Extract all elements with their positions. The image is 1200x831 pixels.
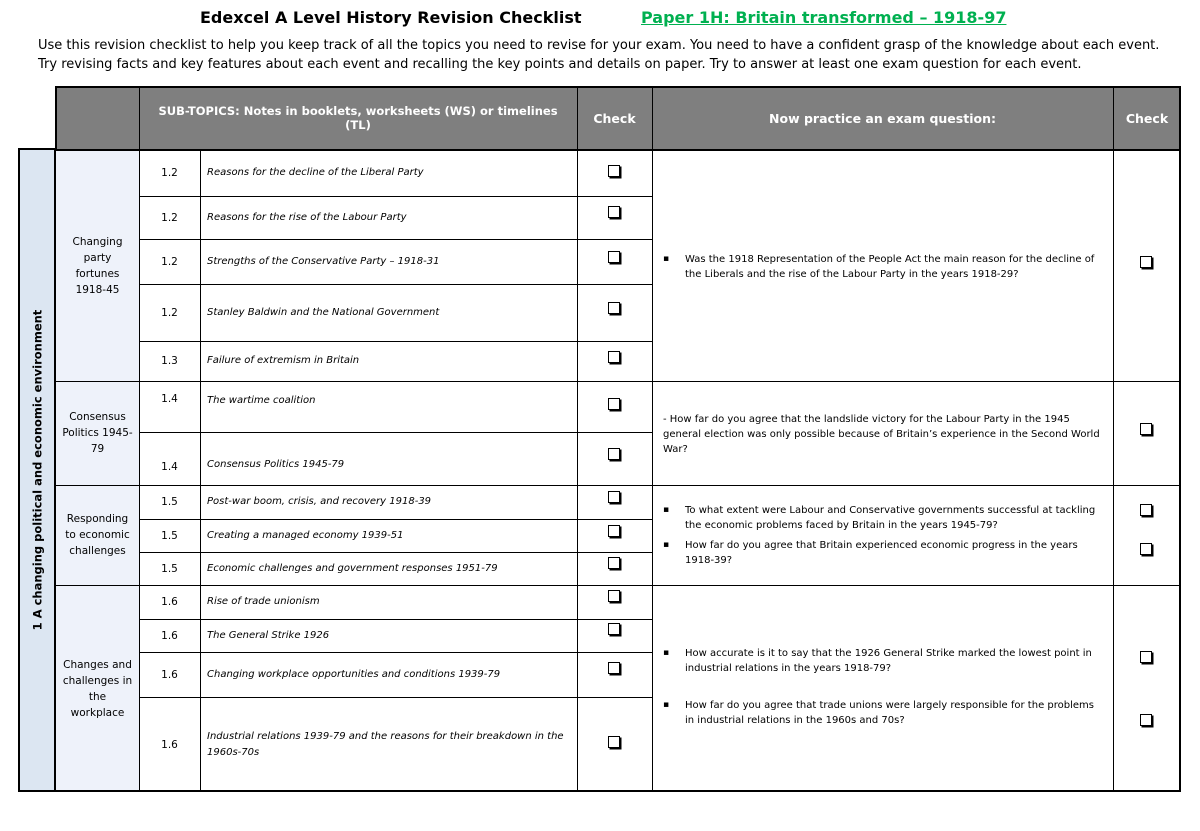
row-number: 1.4 <box>161 461 178 473</box>
revision-table <box>18 86 1181 792</box>
row-line <box>139 196 652 197</box>
question-text: To what extent were Labour and Conservative governments successful at tackling the economic problems faced by Britain in the years 1945-79? <box>685 505 1096 531</box>
row-topic: Economic challenges and government responses 1951-79 <box>207 562 498 574</box>
row-number: 1.3 <box>161 355 178 367</box>
row-line <box>139 519 652 520</box>
row-number: 1.6 <box>161 668 178 681</box>
intro-line-2: Try revising facts and key features about each event and recalling the key points and details on paper. Try to answer at least one exam question for each event. <box>38 57 1082 72</box>
row-number: 1.6 <box>161 629 178 642</box>
row-line <box>139 239 652 240</box>
exam-question <box>663 412 1103 457</box>
header-exam-question: Now practice an exam question: <box>652 86 1113 150</box>
exam-checkbox[interactable] <box>1140 714 1152 726</box>
topic-checkbox[interactable] <box>608 251 620 263</box>
section-label-text: 1 A changing political and economic environment <box>30 309 44 631</box>
row-number: 1.4 <box>161 393 178 405</box>
row-topic: Reasons for the rise of the Labour Party <box>207 211 407 223</box>
topic-checkbox[interactable] <box>608 206 620 218</box>
topic-checkbox[interactable] <box>608 590 620 602</box>
row-number: 1.5 <box>161 496 178 508</box>
row-line <box>139 652 652 653</box>
intro-text <box>38 36 1178 74</box>
group-workplace: Changes and challenges in the workplace <box>56 585 139 792</box>
row-line <box>139 341 652 342</box>
header-subtopics: SUB-TOPICS: Notes in booklets, worksheets (WS) or timelines (TL) <box>139 86 577 150</box>
row-line <box>139 432 652 433</box>
intro-line-1: Use this revision checklist to help you keep track of all the topics you need to revise for your exam. You need to have a confident grasp of the knowledge about each event. <box>38 38 1160 53</box>
row-number: 1.2 <box>161 306 178 319</box>
column-line <box>139 86 140 792</box>
exam-question <box>663 698 1103 728</box>
row-number: 1.2 <box>161 167 178 179</box>
bullet-icon: ▪ <box>663 540 670 550</box>
row-topic: The wartime coalition <box>207 395 316 406</box>
title-line <box>0 8 1200 32</box>
topic-checkbox[interactable] <box>608 165 620 177</box>
header-check: Check <box>577 86 652 150</box>
question-text: How accurate is it to say that the 1926 General Strike marked the lowest point in industrial relations in the years 1918-79? <box>685 648 1092 674</box>
topic-checkbox[interactable] <box>608 525 620 537</box>
topic-checkbox[interactable] <box>608 662 620 674</box>
exam-checkbox[interactable] <box>1140 651 1152 663</box>
question-text: How far do you agree that trade unions were largely responsible for the problems in industrial relations in the 1960s and 70s? <box>685 700 1094 726</box>
topic-checkbox[interactable] <box>608 557 620 569</box>
exam-checkbox[interactable] <box>1140 256 1152 268</box>
header-check-2: Check <box>1113 86 1181 150</box>
row-topic: Stanley Baldwin and the National Government <box>207 306 440 318</box>
row-number: 1.5 <box>161 529 178 542</box>
topic-checkbox[interactable] <box>608 491 620 503</box>
row-topic: Changing workplace opportunities and conditions 1939-79 <box>207 668 501 680</box>
exam-checkbox[interactable] <box>1140 504 1152 516</box>
row-number: 1.2 <box>161 211 178 224</box>
topic-checkbox[interactable] <box>608 351 620 363</box>
group-line <box>56 485 1181 486</box>
row-topic: Reasons for the decline of the Liberal Party <box>207 167 424 178</box>
group-economic-challenges: Responding to economic challenges <box>56 485 139 585</box>
row-number: 1.6 <box>161 738 178 751</box>
group-changing-party-fortunes: Changing party fortunes 1918-45 <box>56 150 139 381</box>
topic-checkbox[interactable] <box>608 448 620 460</box>
topic-checkbox[interactable] <box>608 398 620 410</box>
table-border-right <box>1179 86 1181 792</box>
exam-question <box>663 538 1103 568</box>
group-consensus-politics: Consensus Politics 1945-79 <box>56 381 139 485</box>
header-blank <box>56 86 139 150</box>
exam-question <box>663 646 1103 676</box>
row-number: 1.6 <box>161 596 178 608</box>
row-topic: Rise of trade unionism <box>207 596 320 607</box>
bullet-icon: ▪ <box>663 254 670 264</box>
column-line <box>200 150 201 792</box>
exam-question <box>663 252 1103 282</box>
row-line <box>139 619 652 620</box>
row-line <box>139 697 652 698</box>
row-line <box>139 552 652 553</box>
question-text: How far do you agree that Britain experienced economic progress in the years 1918-39? <box>685 540 1078 566</box>
group-line <box>56 381 1181 382</box>
question-text: - How far do you agree that the landslide victory for the Labour Party in the 1945 general election was only possible because of Britain’s experience in the Second World War? <box>663 414 1100 455</box>
column-line <box>1113 86 1114 792</box>
header-bottom-line <box>56 149 1181 151</box>
row-number: 1.5 <box>161 562 178 575</box>
column-line <box>577 86 578 792</box>
table-border-bottom <box>56 790 1181 792</box>
row-topic: Consensus Politics 1945-79 <box>207 459 345 470</box>
paper-title: Paper 1H: Britain transformed – 1918-97 <box>641 8 1007 27</box>
row-line <box>139 284 652 285</box>
table-border-top <box>56 86 1181 88</box>
exam-checkbox[interactable] <box>1140 423 1152 435</box>
row-number: 1.2 <box>161 255 178 268</box>
column-line <box>652 86 653 792</box>
bullet-icon: ▪ <box>663 648 670 658</box>
row-topic: Post-war boom, crisis, and recovery 1918-39 <box>207 496 432 507</box>
topic-checkbox[interactable] <box>608 623 620 635</box>
exam-question <box>663 503 1103 533</box>
page-title: Edexcel A Level History Revision Checklist <box>200 8 582 27</box>
row-topic: Industrial relations 1939-79 and the reasons for their breakdown in the 1960s-70s <box>207 730 564 758</box>
bullet-icon: ▪ <box>663 505 670 515</box>
row-topic: The General Strike 1926 <box>207 629 330 641</box>
question-text: Was the 1918 Representation of the People Act the main reason for the decline of the Liberals and the rise of the Labour Party in the years 1918-29? <box>685 254 1095 280</box>
row-topic: Strengths of the Conservative Party – 1918-31 <box>207 255 440 267</box>
group-line <box>56 585 1181 586</box>
row-topic: Creating a managed economy 1939-51 <box>207 529 404 541</box>
exam-checkbox[interactable] <box>1140 543 1152 555</box>
bullet-icon: ▪ <box>663 700 670 710</box>
topic-checkbox[interactable] <box>608 736 620 748</box>
topic-checkbox[interactable] <box>608 302 620 314</box>
section-label <box>18 148 56 792</box>
column-line <box>55 86 57 150</box>
row-topic: Failure of extremism in Britain <box>207 355 360 366</box>
